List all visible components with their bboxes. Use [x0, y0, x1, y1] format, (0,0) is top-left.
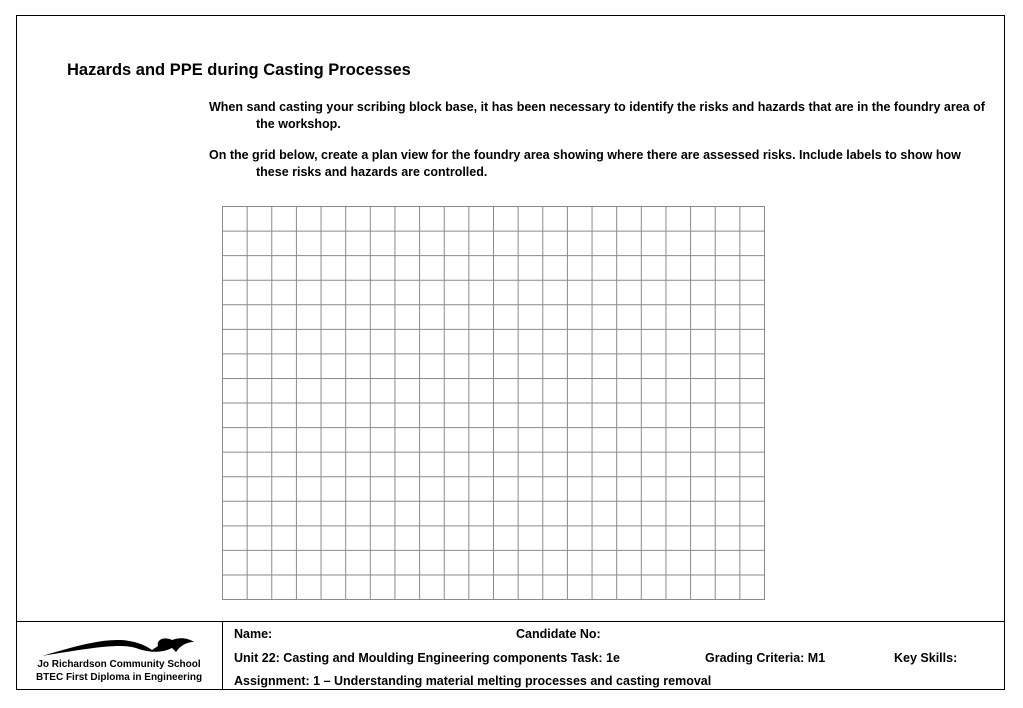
key-skills-label: Key Skills: — [894, 651, 958, 665]
name-label: Name: — [234, 627, 273, 641]
unit-task-label: Unit 22: Casting and Moulding Engineering components Task: 1e — [234, 651, 620, 665]
page-title: Hazards and PPE during Casting Processes — [67, 61, 411, 79]
name-row — [234, 627, 272, 641]
assignment-label: Assignment: 1 – Understanding material melting processes and casting removal — [234, 674, 712, 688]
instruction-paragraph-2: On the grid below, create a plan view for the foundry area showing where there are assessed risks. Include labels to show how these risks and hazards are controlled. — [209, 148, 961, 179]
candidate-number-label: Candidate No: — [516, 627, 601, 641]
plan-view-grid — [222, 206, 765, 600]
school-logo-cell — [16, 622, 223, 690]
instruction-paragraph-1: When sand casting your scribing block base, it has been necessary to identify the risks and hazards that are in the foundry area of the workshop. — [209, 100, 985, 131]
course-name: BTEC First Diploma in Engineering — [35, 672, 203, 683]
school-name: Jo Richardson Community School — [37, 659, 201, 670]
footer-info-table — [16, 621, 1005, 690]
bird-logo-icon — [40, 634, 205, 660]
grading-criteria-label: Grading Criteria: M1 — [705, 651, 826, 665]
